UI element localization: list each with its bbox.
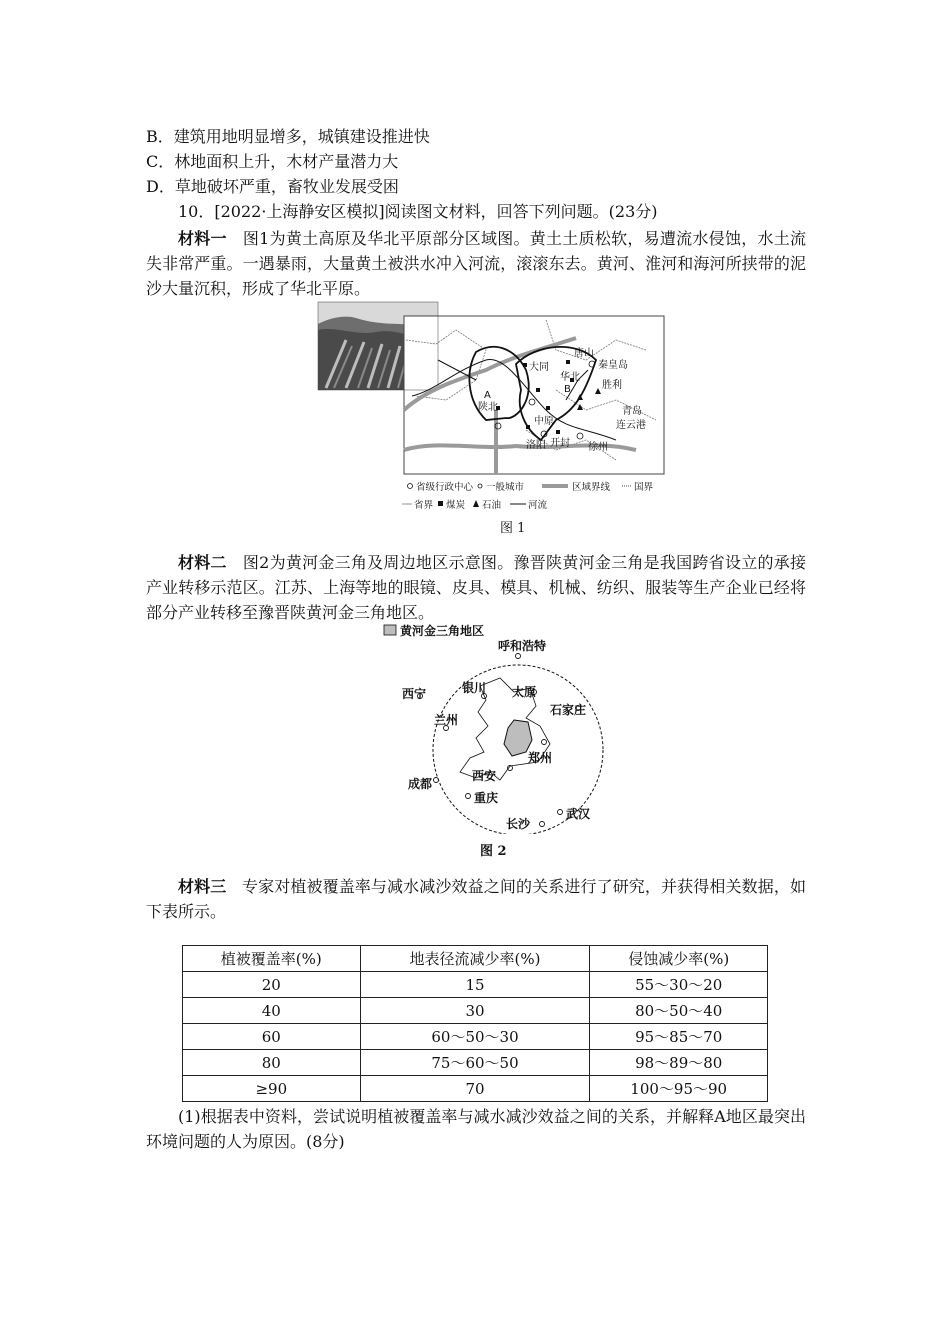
figure-2-caption: 图 2 bbox=[480, 844, 507, 859]
table-cell: 100～95～90 bbox=[590, 1076, 768, 1102]
label-lianyungang: 连云港 bbox=[616, 420, 646, 431]
city-hohhot: 呼和浩特 bbox=[498, 639, 547, 653]
table-row bbox=[183, 1024, 768, 1050]
city-zhengzhou: 郑州 bbox=[528, 751, 553, 765]
option-b: B．建筑用地明显增多，城镇建设推进快 bbox=[146, 127, 430, 146]
legend-oil: 石油 bbox=[482, 500, 502, 511]
table-cell: 55～30～20 bbox=[590, 972, 768, 998]
city-wuhan: 武汉 bbox=[566, 807, 591, 821]
figure-1-map bbox=[316, 300, 668, 516]
material-1 bbox=[146, 226, 806, 301]
material-3-text: 专家对植被覆盖率与减水减沙效益之间的关系进行了研究，并获得相关数据，如下表所示。 bbox=[146, 877, 806, 921]
question-10-header: 10．[2022·上海静安区模拟]阅读图文材料，回答下列问题。(23分) bbox=[178, 202, 658, 221]
label-luoyang: 洛阳 bbox=[526, 440, 546, 451]
label-xuzhou: 徐州 bbox=[588, 442, 608, 453]
option-c: C．林地面积上升，木材产量潜力大 bbox=[146, 152, 399, 171]
figure-2-legend: 黄河金三角地区 bbox=[400, 624, 485, 638]
city-chengdu: 成都 bbox=[408, 777, 433, 791]
table-row bbox=[183, 972, 768, 998]
city-xian: 西安 bbox=[472, 769, 497, 783]
legend-region: 区域界线 bbox=[572, 482, 611, 493]
table-cell: 75～60～50 bbox=[360, 1050, 590, 1076]
table-cell: 15 bbox=[360, 972, 590, 998]
label-tangshan: 唐山 bbox=[574, 348, 594, 359]
city-xining: 西宁 bbox=[402, 687, 427, 701]
city-yinchuan: 银川 bbox=[462, 681, 487, 695]
city-shijiazhuang: 石家庄 bbox=[550, 703, 587, 717]
material-1-text: 图1为黄土高原及华北平原部分区域图。黄土土质松软，易遭流水侵蚀，水土流失非常严重。一遇暴雨，大量黄土被洪水冲入河流，滚滚东去。黄河、淮河和海河所挟带的泥沙大量沉积，形成了华北平原。 bbox=[146, 229, 806, 298]
table-row bbox=[183, 998, 768, 1024]
legend-province: 省界 bbox=[414, 500, 434, 511]
vegetation-table bbox=[182, 945, 768, 1102]
table-row bbox=[183, 1076, 768, 1102]
legend-coal: 煤炭 bbox=[446, 500, 466, 511]
table-row bbox=[183, 1050, 768, 1076]
label-huabei: 华北 bbox=[560, 372, 580, 383]
table-cell: 40 bbox=[183, 998, 361, 1024]
table-cell: 95～85～70 bbox=[590, 1024, 768, 1050]
material-2 bbox=[146, 550, 806, 625]
legend-city: 一般城市 bbox=[486, 482, 525, 493]
label-qinhuangdao: 秦皇岛 bbox=[598, 360, 628, 371]
label-shengli: 胜利 bbox=[602, 380, 622, 391]
table-cell: 20 bbox=[183, 972, 361, 998]
table-cell: 80～50～40 bbox=[590, 998, 768, 1024]
table-header: 植被覆盖率(%) bbox=[183, 946, 361, 972]
material-1-label: 材料一 bbox=[178, 229, 227, 248]
table-header: 地表径流减少率(%) bbox=[360, 946, 590, 972]
table-header: 侵蚀减少率(%) bbox=[590, 946, 768, 972]
legend-national: 国界 bbox=[634, 482, 654, 493]
sub-question-1: (1)根据表中资料，尝试说明植被覆盖率与减水减沙效益之间的关系，并解释A地区最突出环境问题的人为原因。(8分) bbox=[146, 1107, 806, 1151]
label-qingdao: 青岛 bbox=[622, 406, 642, 417]
label-b: B bbox=[564, 384, 571, 395]
material-2-text: 图2为黄河金三角及周边地区示意图。豫晋陕黄河金三角是我国跨省设立的承接产业转移示范区。江苏、上海等地的眼镜、皮具、模具、机械、纺织、服装等生产企业已经将部分产业转移至豫晋陕黄河金三角地区。 bbox=[146, 553, 806, 622]
figure-1-caption: 图 1 bbox=[500, 521, 526, 536]
label-shanbei: 陕北 bbox=[478, 402, 498, 413]
table-cell: 60～50～30 bbox=[360, 1024, 590, 1050]
city-taiyuan: 太原 bbox=[512, 685, 537, 699]
table-cell: ≥90 bbox=[183, 1076, 361, 1102]
table-cell: 80 bbox=[183, 1050, 361, 1076]
label-zhongyuan: 中原 bbox=[534, 416, 554, 427]
table-header-row bbox=[183, 946, 768, 972]
city-chongqing: 重庆 bbox=[474, 791, 499, 805]
material-2-label: 材料二 bbox=[178, 553, 227, 572]
figure-2-map bbox=[380, 622, 610, 834]
city-changsha: 长沙 bbox=[506, 817, 531, 831]
material-3-label: 材料三 bbox=[178, 877, 227, 896]
table-cell: 30 bbox=[360, 998, 590, 1024]
label-a: A bbox=[484, 390, 491, 401]
legend-river: 河流 bbox=[528, 500, 548, 511]
legend-capital: 省级行政中心 bbox=[416, 482, 474, 493]
label-datong: 大同 bbox=[529, 362, 549, 373]
table-cell: 60 bbox=[183, 1024, 361, 1050]
label-kaifeng: 开封 bbox=[550, 438, 570, 449]
material-3 bbox=[146, 874, 806, 924]
table-cell: 98～89～80 bbox=[590, 1050, 768, 1076]
table-cell: 70 bbox=[360, 1076, 590, 1102]
city-lanzhou: 兰州 bbox=[434, 713, 459, 727]
option-d: D．草地破坏严重，畜牧业发展受困 bbox=[146, 177, 399, 196]
